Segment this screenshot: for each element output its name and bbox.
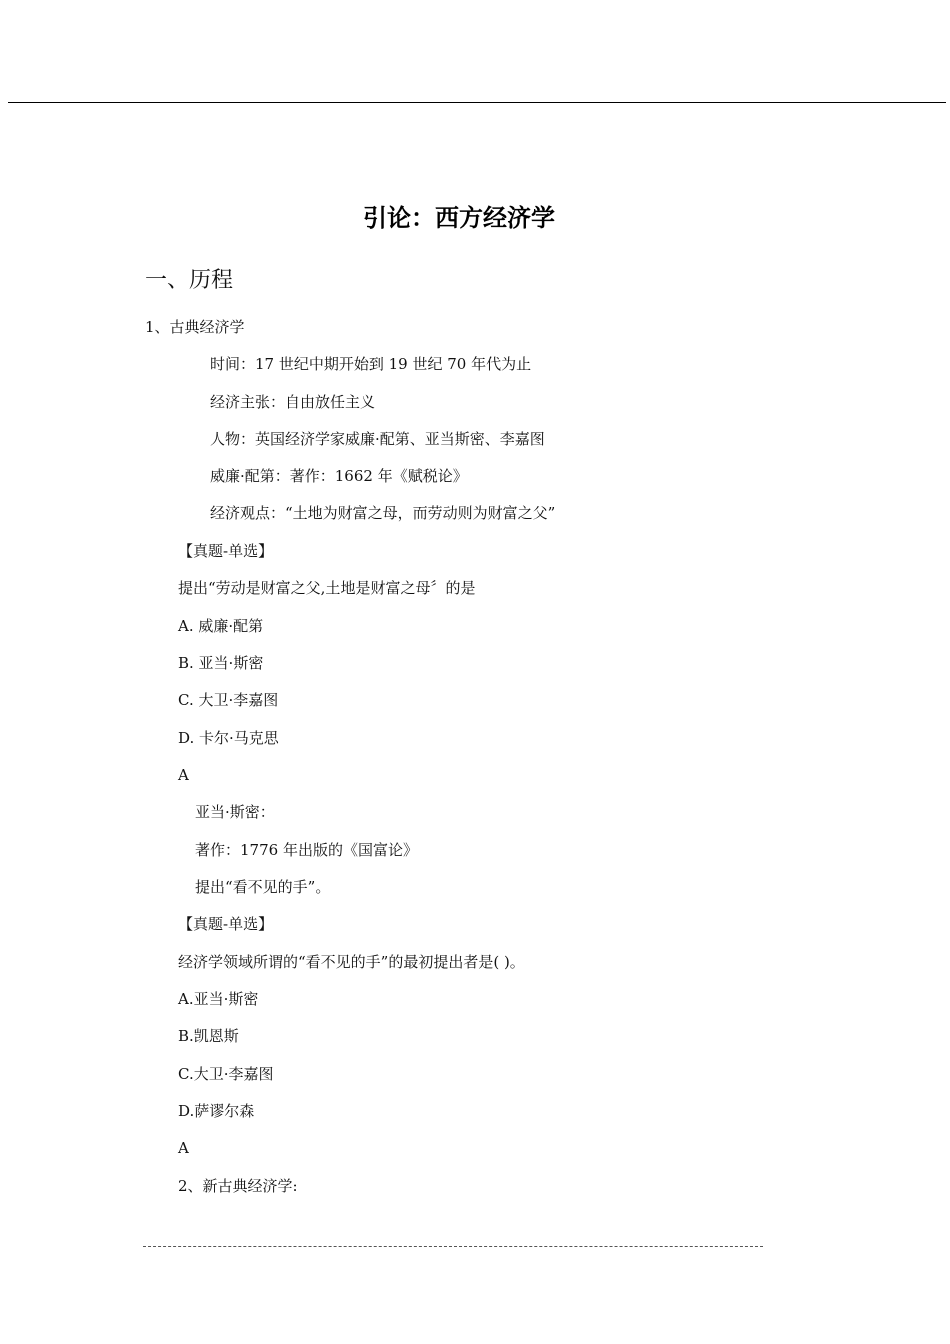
classical-people: 人物：英国经济学家威廉·配第、亚当斯密、李嘉图 xyxy=(210,430,545,448)
petty-work: 威廉·配第：著作：1662 年《赋税论》 xyxy=(210,467,468,485)
option-c: C. 大卫·李嘉图 xyxy=(178,691,279,709)
classical-stance: 经济主张：自由放任主义 xyxy=(210,393,376,411)
header-rule xyxy=(8,102,946,103)
question-stem: 经济学领域所谓的“看不见的手”的最初提出者是( )。 xyxy=(178,953,525,971)
answer: A xyxy=(178,1139,189,1157)
smith-idea: 提出“看不见的手”。 xyxy=(195,878,331,896)
smith-work: 著作：1776 年出版的《国富论》 xyxy=(195,841,418,859)
question-stem: 提出“劳动是财富之父,土地是财富之母〞的是 xyxy=(178,579,476,597)
smith-name: 亚当·斯密： xyxy=(195,803,275,821)
footer-rule xyxy=(143,1246,763,1247)
option-b: B.凯恩斯 xyxy=(178,1027,239,1045)
classical-time: 时间：17 世纪中期开始到 19 世纪 70 年代为止 xyxy=(210,355,532,373)
subsection-heading: 2、新古典经济学: xyxy=(178,1177,298,1195)
question-tag: 【真题-单选】 xyxy=(178,542,274,560)
option-c: C.大卫·李嘉图 xyxy=(178,1065,274,1083)
question-tag: 【真题-单选】 xyxy=(178,915,274,933)
answer: A xyxy=(178,766,189,784)
option-d: D.萨谬尔森 xyxy=(178,1102,255,1120)
petty-view: 经济观点：“土地为财富之母，而劳动则为财富之父” xyxy=(210,504,556,522)
page-title: 引论：西方经济学 xyxy=(363,204,555,232)
option-d: D. 卡尔·马克思 xyxy=(178,729,279,747)
option-a: A. 威廉·配第 xyxy=(178,617,264,635)
option-b: B. 亚当·斯密 xyxy=(178,654,264,672)
subsection-heading: 1、古典经济学 xyxy=(145,318,245,336)
option-a: A.亚当·斯密 xyxy=(178,990,259,1008)
section-heading: 一、历程 xyxy=(145,268,234,293)
